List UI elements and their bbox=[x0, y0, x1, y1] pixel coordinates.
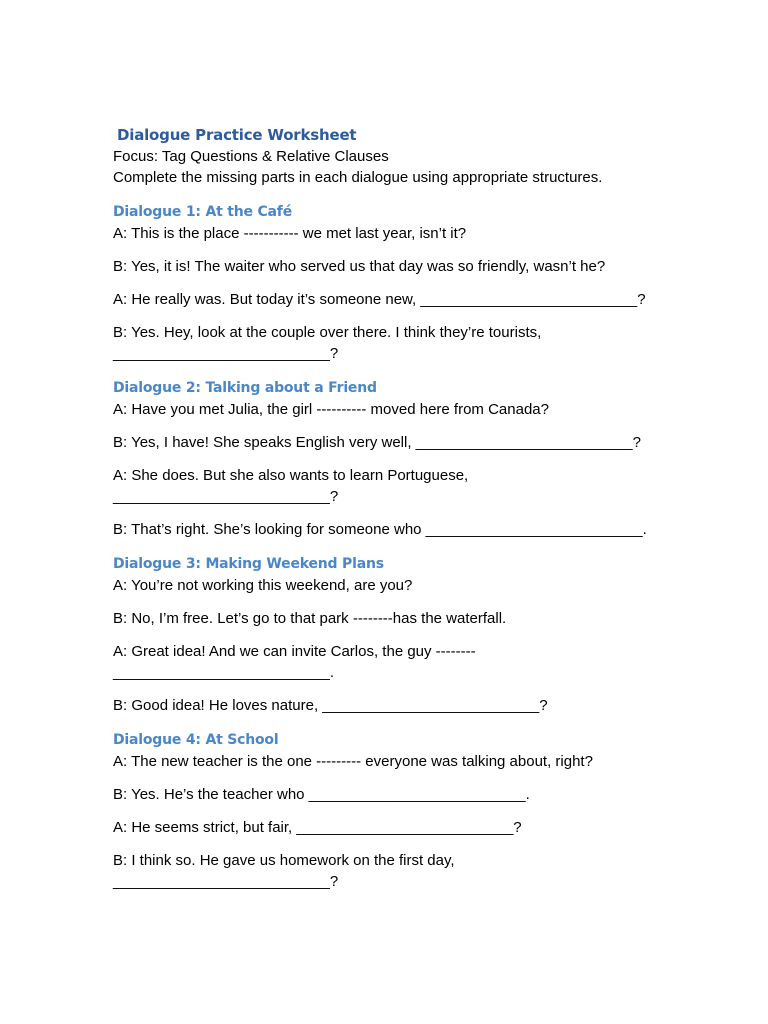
dialogue-line: A: He seems strict, but fair, __________________________? bbox=[113, 819, 522, 836]
dialogue-line: B: That’s right. She’s looking for someone who __________________________. bbox=[113, 521, 647, 538]
dialogue-line: A: Have you met Julia, the girl ---------- moved here from Canada? bbox=[113, 401, 549, 418]
dialogue-line: B: I think so. He gave us homework on the first day, __________________________? bbox=[113, 852, 455, 890]
instructions-line: Complete the missing parts in each dialogue using appropriate structures. bbox=[113, 169, 603, 186]
dialogue-line: B: Yes. Hey, look at the couple over there. I think they’re tourists, __________________________? bbox=[113, 324, 542, 362]
dialogue-line: A: She does. But she also wants to learn Portuguese, __________________________? bbox=[113, 467, 469, 505]
dialogue-4-heading: Dialogue 4: At School bbox=[113, 732, 279, 748]
dialogue-2-heading: Dialogue 2: Talking about a Friend bbox=[113, 380, 377, 396]
dialogue-4-section bbox=[113, 730, 733, 892]
dialogue-line: B: Good idea! He loves nature, __________________________? bbox=[113, 697, 548, 714]
dialogue-line: A: This is the place ----------- we met last year, isn’t it? bbox=[113, 225, 467, 242]
dialogue-2-section bbox=[113, 378, 733, 540]
dialogue-line: B: No, I’m free. Let’s go to that park --------has the waterfall. bbox=[113, 610, 507, 627]
focus-line: Focus: Tag Questions & Relative Clauses bbox=[113, 148, 389, 165]
dialogue-1-heading: Dialogue 1: At the Café bbox=[113, 204, 292, 220]
dialogue-3-heading: Dialogue 3: Making Weekend Plans bbox=[113, 556, 384, 572]
dialogue-line: B: Yes, it is! The waiter who served us that day was so friendly, wasn’t he? bbox=[113, 258, 606, 275]
dialogue-1-section bbox=[113, 202, 733, 364]
dialogue-line: A: The new teacher is the one --------- everyone was talking about, right? bbox=[113, 753, 593, 770]
dialogue-line: B: Yes. He’s the teacher who __________________________. bbox=[113, 786, 530, 803]
dialogue-line: B: Yes, I have! She speaks English very well, __________________________? bbox=[113, 434, 641, 451]
worksheet-page bbox=[113, 124, 733, 892]
dialogue-line: A: Great idea! And we can invite Carlos, the guy -------- __________________________. bbox=[113, 643, 476, 681]
worksheet-title: Dialogue Practice Worksheet bbox=[117, 126, 357, 144]
dialogue-line: A: You’re not working this weekend, are you? bbox=[113, 577, 413, 594]
dialogue-3-section bbox=[113, 554, 733, 716]
dialogue-line: A: He really was. But today it’s someone new, __________________________? bbox=[113, 291, 646, 308]
